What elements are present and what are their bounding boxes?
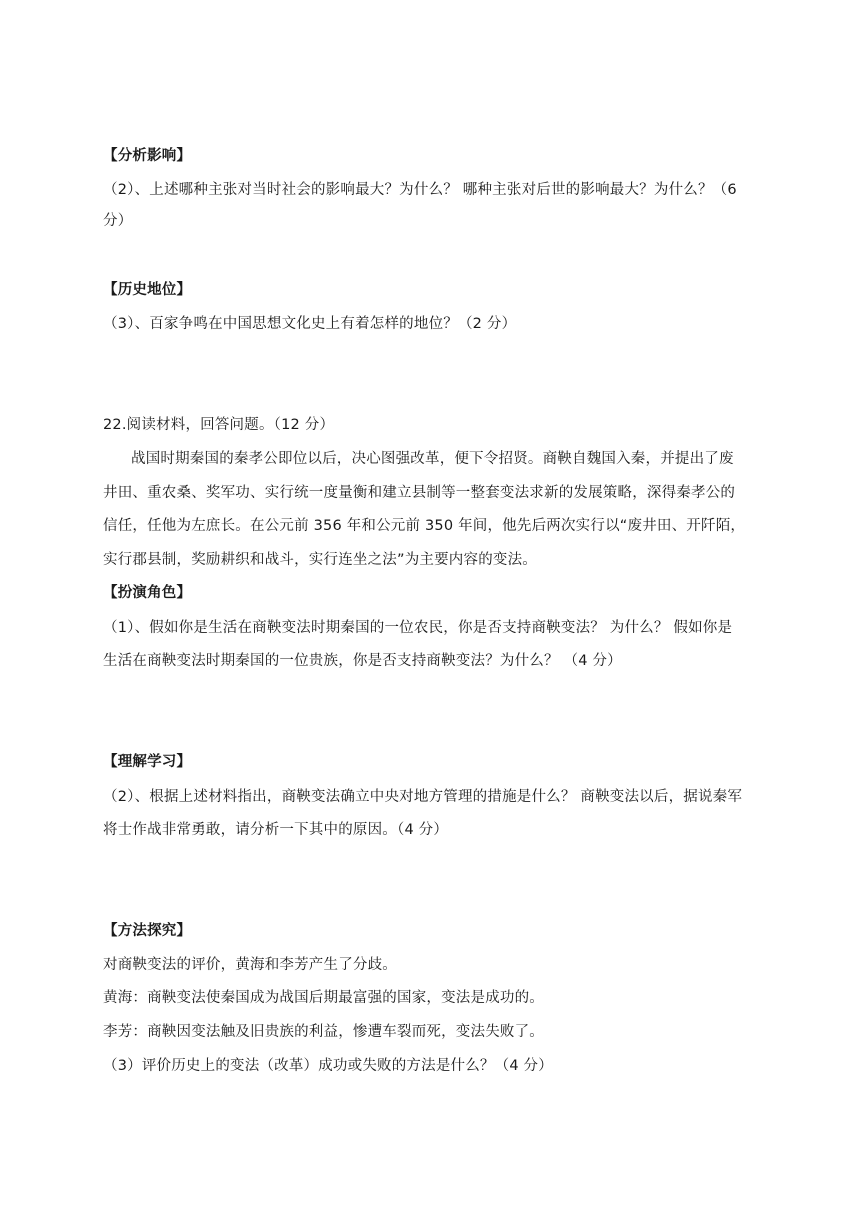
question-text: （2）、根据上述材料指出，商鞅变法确立中央对地方管理的措施是什么？ 商鞅变法以后，据说秦军 bbox=[103, 789, 743, 805]
passage-line: 战国时期秦国的秦孝公即位以后，决心图强改革，便下令招贤。商鞅自魏国入秦，并提出了废 bbox=[131, 451, 734, 467]
passage-line: 信任，任他为左庶长。在公元前 356 年和公元前 350 年间，他先后两次实行以“废井田、开阡陌， bbox=[103, 518, 746, 534]
section-heading-analysis: 【分析影响】 bbox=[103, 148, 192, 164]
section-heading-understanding: 【理解学习】 bbox=[103, 754, 192, 770]
question-text: （1）、假如你是生活在商鞅变法时期秦国的一位农民，你是否支持商鞅变法？ 为什么？ 假如你是 bbox=[103, 620, 733, 636]
question-title: 22.阅读材料，回答问题。（12 分） bbox=[103, 417, 335, 433]
opinion-lifang: 李芳：商鞅因变法触及旧贵族的利益，惨遭车裂而死，变法失败了。 bbox=[103, 1024, 544, 1040]
intro-text: 对商鞅变法的评价，黄海和李芳产生了分歧。 bbox=[103, 957, 397, 973]
opinion-huanghai: 黄海：商鞅变法使秦国成为战国后期最富强的国家，变法是成功的。 bbox=[103, 990, 544, 1006]
question-text: （3）、百家争鸣在中国思想文化史上有着怎样的地位？（2 分） bbox=[103, 316, 517, 332]
question-text: （3）评价历史上的变法（改革）成功或失败的方法是什么？（4 分） bbox=[103, 1058, 553, 1074]
section-heading-method: 【方法探究】 bbox=[103, 923, 192, 939]
question-text: 将士作战非常勇敢，请分析一下其中的原因。（4 分） bbox=[103, 822, 449, 838]
question-text: 生活在商鞅变法时期秦国的一位贵族，你是否支持商鞅变法？为什么？ （4 分） bbox=[103, 653, 622, 669]
question-text: （2）、上述哪种主张对当时社会的影响最大？为什么？ 哪种主张对后世的影响最大？为什么？（6 bbox=[103, 182, 737, 198]
section-heading-roleplay: 【扮演角色】 bbox=[103, 585, 192, 601]
passage-line: 实行郡县制，奖励耕织和战斗，实行连坐之法”为主要内容的变法。 bbox=[103, 552, 538, 568]
question-text: 分） bbox=[103, 213, 133, 229]
passage-line: 井田、重农桑、奖军功、实行统一度量衡和建立县制等一整套变法求新的发展策略，深得秦孝公的 bbox=[103, 485, 736, 501]
section-heading-status: 【历史地位】 bbox=[103, 282, 192, 298]
